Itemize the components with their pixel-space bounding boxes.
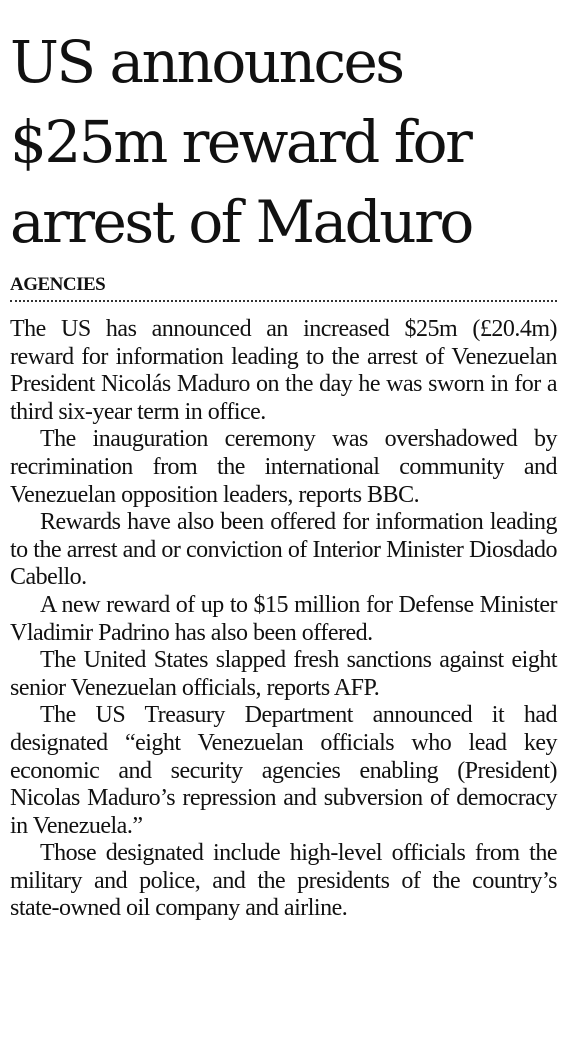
paragraph-3: Rewards have also been offered for information leading to the arrest and or conviction of Interior Minister Diosdado Cabello. [10,509,557,591]
article-body [10,316,557,923]
paragraph-2: The inauguration ceremony was overshadowed by recrimination from the international community and Venezuelan opposition leaders, reports BBC. [10,426,557,508]
headline-line-1: US announces [10,28,403,96]
dotted-divider [10,300,557,302]
byline: AGENCIES [10,274,106,295]
paragraph-7: Those designated include high-level officials from the military and police, and the presidents of the country’s state-owned oil company and airline. [10,840,557,922]
paragraph-5: The United States slapped fresh sanctions against eight senior Venezuelan officials, reports AFP. [10,647,557,701]
paragraph-1: The US has announced an increased $25m (£20.4m) reward for information leading to the arrest of Venezuelan President Nicolás Maduro on the day he was sworn in for a third six-year term in office. [10,316,557,425]
paragraph-6: The US Treasury Department announced it had designated “eight Venezuelan officials who lead key economic and security agencies enabling (President) Nicolas Maduro’s repression and subversion of democracy in Venezuela.” [10,702,557,839]
paragraph-4: A new reward of up to $15 million for Defense Minister Vladimir Padrino has also been offered. [10,591,557,646]
headline [10,0,557,262]
headline-line-2: $25m reward for [10,108,471,176]
headline-line-3: arrest of Maduro [10,188,472,256]
